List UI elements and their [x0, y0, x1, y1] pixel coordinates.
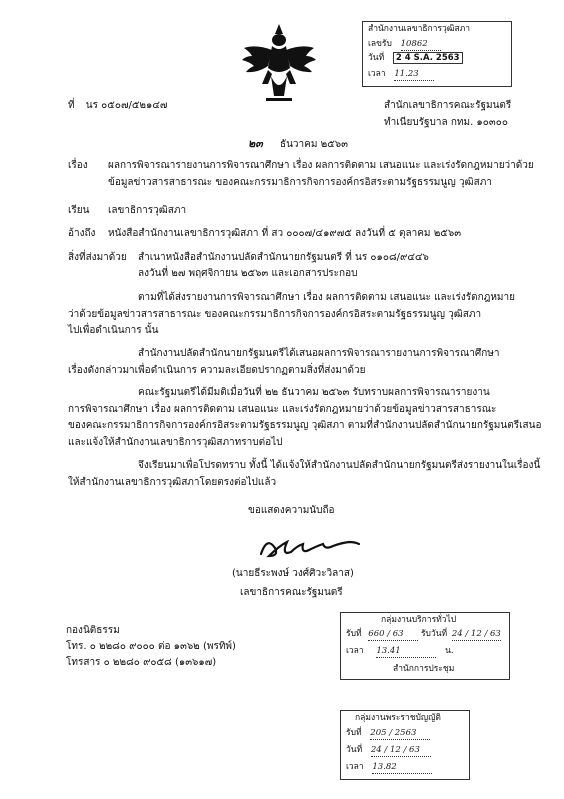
- letter-date: [248, 138, 348, 151]
- paragraph-1: [68, 290, 515, 340]
- to-value: เลขาธิการวุฒิสภา: [108, 205, 187, 216]
- signature: [255, 532, 365, 562]
- enclosure-line-2: ลงวันที่ ๒๗ พฤศจิกายน ๒๕๖๓ และเอกสารประกอบ: [138, 268, 358, 279]
- receipt-stamp: [362, 21, 512, 87]
- reference-label: อ้างถึง: [68, 228, 96, 239]
- sender-address: ทำเนียบรัฐบาล กทม. ๑๐๓๐๐: [384, 117, 508, 128]
- stamp3-date-value: 24 / 12 / 63: [371, 745, 431, 757]
- doc-number: [68, 100, 167, 112]
- letter-date-rest: ธันวาคม ๒๕๖๓: [279, 139, 348, 150]
- stamp3-title: กลุ่มงานพระราชบัญญัติ: [355, 713, 441, 723]
- stamp2-footer: สำนักการประชุม: [393, 664, 455, 674]
- stamp3-no-value: 205 / 2563: [370, 728, 430, 740]
- stamp3-time-value: 13.82: [372, 762, 432, 774]
- signer-title: เลขาธิการคณะรัฐมนตรี: [240, 587, 343, 598]
- stamp3-date-label: วันที่: [346, 745, 363, 755]
- paragraph-line: การพิจารณาศึกษา เรื่อง ผลการติดตาม เสนอแนะ และเร่งรัดกฎหมายว่าด้วยข้อมูลข่าวสารสาธารณะ: [68, 403, 497, 415]
- paragraph-line: จึงเรียนมาเพื่อโปรดทราบ ทั้งนี้ ได้แจ้งให้สำนักงานปลัดสำนักนายกรัฐมนตรีส่งรายงานในเรื่องนี้: [138, 460, 541, 471]
- stamp2-no-value: 660 / 63: [368, 629, 418, 641]
- general-services-stamp: [340, 612, 510, 680]
- stamp2-date-label: รับวันที่: [420, 629, 448, 639]
- enclosure-line-1: สำเนาหนังสือสำนักงานปลัดสำนักนายกรัฐมนตรี ที่ นร ๐๑๐๘/๙๔๔๖: [138, 252, 429, 263]
- enclosure-label: สิ่งที่ส่งมาด้วย: [68, 252, 127, 263]
- paragraph-2: [68, 346, 508, 379]
- stamp3-no-label: รับที่: [346, 728, 362, 738]
- paragraph-line: คณะรัฐมนตรีได้มีมติเมื่อวันที่ ๒๒ ธันวาคม ๒๕๖๓ รับทราบผลการพิจารณารายงาน: [138, 387, 490, 398]
- receipt-no-label: เลขรับ: [368, 39, 392, 49]
- stamp2-time-value: 13.41: [376, 646, 436, 658]
- subject-label: เรื่อง: [68, 160, 88, 171]
- signer-name: (นายธีระพงษ์ วงศ์ศิวะวิลาส): [232, 568, 354, 579]
- footer-fax: โทรสาร ๐ ๒๒๘๐ ๙๐๕๘ (๑๓๖๑๗): [66, 657, 217, 668]
- paragraph-line: ว่าด้วยข้อมูลข่าวสารสาธารณะ ของคณะกรรมาธิการกิจการองค์กรอิสระตามรัฐธรรมนูญ วุฒิสภา: [68, 308, 482, 320]
- closing: ขอแสดงความนับถือ: [248, 505, 335, 516]
- receipt-stamp-title: สำนักงานเลขาธิการวุฒิสภา: [368, 24, 471, 34]
- doc-number-value: นร ๐๕๐๗/๕๒๑๔๗: [85, 100, 168, 111]
- footer-phone: โทร. ๐ ๒๒๘๐ ๙๐๐๐ ต่อ ๑๓๖๒ (พรทิพ์): [66, 641, 236, 652]
- receipt-date-value: 2 4 S.A. 2563: [393, 52, 463, 64]
- garuda-emblem: [238, 20, 320, 106]
- receipt-no-value: 10862: [401, 39, 441, 51]
- footer-division: กองนิติธรรม: [66, 625, 120, 636]
- paragraph-line: ไปเพื่อดำเนินการ นั้น: [68, 325, 159, 336]
- receipt-time-label: เวลา: [368, 69, 386, 79]
- letter-date-day: ๒๓: [248, 137, 263, 150]
- reference-value: หนังสือสำนักงานเลขาธิการวุฒิสภา ที่ สว ๐๐๐๗/๔๑๙๗๕ ลงวันที่ ๕ ตุลาคม ๒๕๖๓: [108, 228, 462, 239]
- stamp2-date-value: 24 / 12 / 63: [451, 629, 501, 639]
- paragraph-line: ตามที่ได้ส่งรายงานการพิจารณาศึกษา เรื่อง ผลการติดตาม เสนอแนะ และเร่งรัดกฎหมาย: [138, 292, 515, 303]
- paragraph-line: สำนักงานปลัดสำนักนายกรัฐมนตรีได้เสนอผลการพิจารณารายงานการพิจารณาศึกษา: [138, 348, 500, 359]
- stamp3-time-label: เวลา: [346, 762, 364, 772]
- paragraph-line: ของคณะกรรมาธิการกิจการองค์กรอิสระตามรัฐธรรมนูญ วุฒิสภา ตามที่สำนักงานปลัดสำนักนายกรัฐมนตรีเสนอ: [68, 420, 542, 431]
- legislation-stamp: [340, 710, 470, 780]
- subject-line-2: ข้อมูลข่าวสารสาธารณะ ของคณะกรรมาธิการกิจการองค์กรอิสระตามรัฐธรรมนูญ วุฒิสภา: [108, 177, 492, 188]
- paragraph-line: ให้สำนักงานเลขาธิการวุฒิสภาโดยตรงต่อไปแล้ว: [68, 476, 277, 488]
- receipt-time-value: 11.23: [394, 69, 434, 81]
- to-label: เรียน: [68, 205, 90, 216]
- stamp2-time-label: เวลา: [346, 646, 364, 656]
- stamp2-no-label: รับที่: [346, 629, 362, 639]
- stamp2-title: กลุ่มงานบริการทั่วไป: [381, 615, 457, 625]
- paragraph-4: [68, 458, 541, 491]
- doc-number-label: ที่: [68, 100, 75, 111]
- stamp2-by-label: น.: [445, 646, 454, 656]
- subject-line-1: ผลการพิจารณารายงานการพิจารณาศึกษา เรื่อง ผลการติดตาม เสนอแนะ และเร่งรัดกฎหมายว่าด้วย: [108, 160, 534, 171]
- paragraph-line: และแจ้งให้สำนักงานเลขาธิการวุฒิสภาทราบต่อไป: [68, 436, 283, 448]
- receipt-date-label: วันที่: [368, 53, 385, 63]
- paragraph-line: เรื่องดังกล่าวมาเพื่อดำเนินการ ความละเอียดปรากฏตามสิ่งที่ส่งมาด้วย: [68, 364, 366, 376]
- sender-office: สำนักเลขาธิการคณะรัฐมนตรี: [384, 100, 512, 111]
- paragraph-3: [68, 385, 542, 451]
